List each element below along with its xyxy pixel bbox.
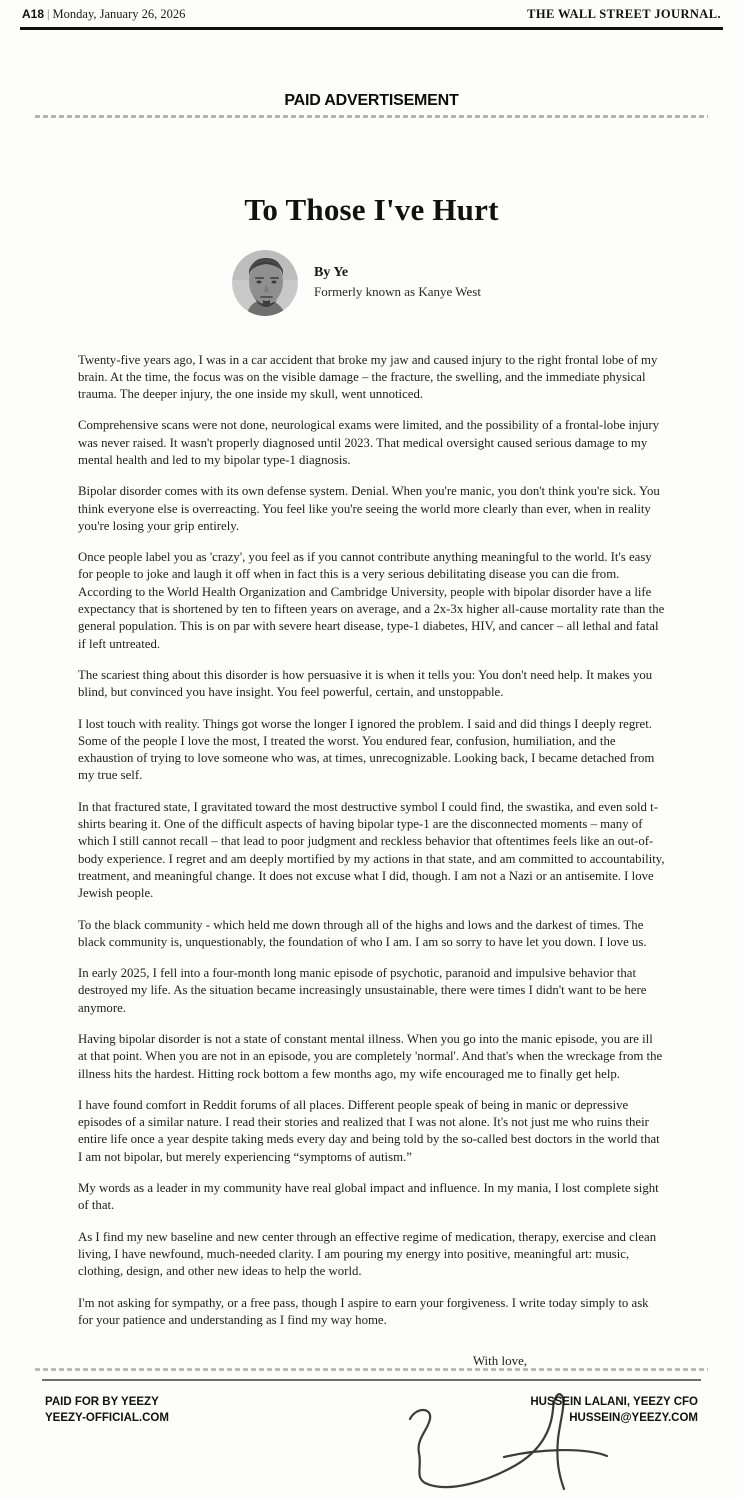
newspaper-header: [0, 0, 743, 27]
portrait-illustration: [232, 250, 298, 316]
footer-rule: [42, 1379, 701, 1381]
paid-advertisement-label: PAID ADVERTISEMENT: [284, 91, 459, 109]
paragraph: To the black community - which held me down through all of the highs and lows and the darkest of times. The black community is, unquestionably, the foundation of who I am. I am so sorry to have let you down. I love us.: [78, 917, 647, 949]
paragraph: In that fractured state, I gravitated toward the most destructive symbol I could find, the swastika, and even sold t-shirts bearing it. One of the difficult aspects of having bipolar type-1 are the disconnected moments – many of which I still cannot recall – that lead to poor judgment and reckless behavior that oftentimes feels like an out-of-body experience. I regret and am deeply mortified by my actions in that state, and am committed to accountability, treatment, and meaningful change. It does not excuse what I did, though. I am not a Nazi or an antisemite. I love Jewish people.: [78, 799, 665, 901]
paragraph: Having bipolar disorder is not a state of constant mental illness. When you go into the manic episode, you are ill at that point. When you are not in an episode, you are completely 'normal'. And that's when the wreckage from the illness hits the hardest. Hitting rock bottom a few months ago, my wife encouraged me to finally get help.: [78, 1032, 663, 1081]
footer-left: [45, 1394, 169, 1426]
closing-text: With love,: [472, 1353, 528, 1369]
footer-right: [530, 1394, 698, 1426]
yeezy-website: YEEZY-OFFICIAL.COM: [45, 1412, 169, 1424]
paragraph: As I find my new baseline and new center through an effective regime of medication, therapy, exercise and clean living, I have newfound, much-needed clarity. I am pouring my energy into positive, meaningful art: music, clothing, design, and other new ideas to help the world.: [78, 1229, 657, 1279]
paragraph: I lost touch with reality. Things got worse the longer I ignored the problem. I said and did things I deeply regret. Some of the people I love the most, I treated the worst. You endured fear, confusion, humiliation, and the exhaustion of trying to love someone who was, at times, unrecognizable. Looking back, I became detached from my true self.: [78, 716, 655, 783]
edition-date: Monday, January 26, 2026: [52, 7, 186, 21]
page-number: A18: [22, 7, 45, 21]
header-separator: |: [47, 7, 50, 21]
paragraph: The scariest thing about this disorder is how persuasive it is when it tells you: You don't need help. It makes you blind, but convinced you have insight. You feel powerful, certain, and unstoppable.: [78, 667, 653, 700]
paid-for-by: PAID FOR BY YEEZY: [45, 1396, 159, 1408]
paragraph: My words as a leader in my community have real global impact and influence. In my mania, I lost complete sight of that.: [78, 1181, 659, 1213]
byline-text: [314, 265, 481, 300]
paragraph: Bipolar disorder comes with its own defense system. Denial. When you're manic, you don't think you're sick. You think everyone else is overreacting. You feel like you're seeing the world more clearly than ever, when in reality you're losing your grip entirely.: [78, 484, 660, 533]
ye-portrait-photo: [232, 250, 298, 316]
masthead-title: THE WALL STREET JOURNAL.: [527, 7, 721, 21]
byline-author: By Ye: [314, 265, 349, 280]
paid-advertisement-banner: [0, 92, 743, 118]
ad-title: To Those I've Hurt: [244, 191, 499, 227]
paragraph: In early 2025, I fell into a four-month long manic episode of psychotic, paranoid and impulsive behavior that destroyed my life. As the situation became increasingly unsustainable, there were times I didn't want to be here anymore.: [78, 966, 647, 1015]
paragraph: Once people label you as 'crazy', you feel as if you cannot contribute anything meaningful to the world. It's easy for people to joke and laugh it off when in fact this is a very serious debilitating disease you can die from. According to the World Health Organization and Cambridge University, people with bipolar disorder have a life expectancy that is shortened by ten to fifteen years on average, and a 2x-3x higher all-cause mortality rate than the general population. This is on par with severe heart disease, type-1 diabetes, HIV, and cancer – all lethal and fatal if left untreated.: [78, 550, 665, 651]
dashed-divider-top: [35, 115, 708, 118]
paragraph: I'm not asking for sympathy, or a free pass, though I aspire to earn your forgiveness. I write today simply to ask for your patience and understanding as I find my way home.: [78, 1295, 649, 1327]
footer-columns: [45, 1394, 698, 1426]
byline-subtitle: Formerly known as Kanye West: [314, 284, 481, 299]
paragraph: Comprehensive scans were not done, neurological exams were limited, and the possibility of a frontal-lobe injury was never raised. It wasn't properly diagnosed until 2023. That medical oversight caused serious damage to my mental health and led to my bipolar type-1 diagnosis.: [78, 418, 660, 467]
ad-footer: [0, 1368, 743, 1426]
byline-block: [0, 250, 743, 316]
article-body: [78, 352, 665, 1330]
contact-name: HUSSEIN LALANI, YEEZY CFO: [530, 1396, 698, 1408]
paragraph: I have found comfort in Reddit forums of all places. Different people speak of being in manic or depressive episodes of a similar nature. I read their stories and realized that I was not alone. It's not just me who ruins their entire life once a year despite taking meds every day and being told by the so-called best doctors in the world that I am not bipolar, but merely experiencing “symptoms of autism.”: [78, 1097, 660, 1164]
dashed-divider-bottom: [35, 1368, 708, 1371]
header-rule: [20, 27, 723, 30]
contact-email: HUSSEIN@YEEZY.COM: [569, 1412, 698, 1424]
paragraph: Twenty-five years ago, I was in a car accident that broke my jaw and caused injury to the right frontal lobe of my brain. At the time, the focus was on the visible damage – the fracture, the swelling, and the immediate physical trauma. The deeper injury, the one inside my skull, went unnoticed.: [78, 352, 658, 402]
page-ref-and-date: [22, 5, 185, 23]
